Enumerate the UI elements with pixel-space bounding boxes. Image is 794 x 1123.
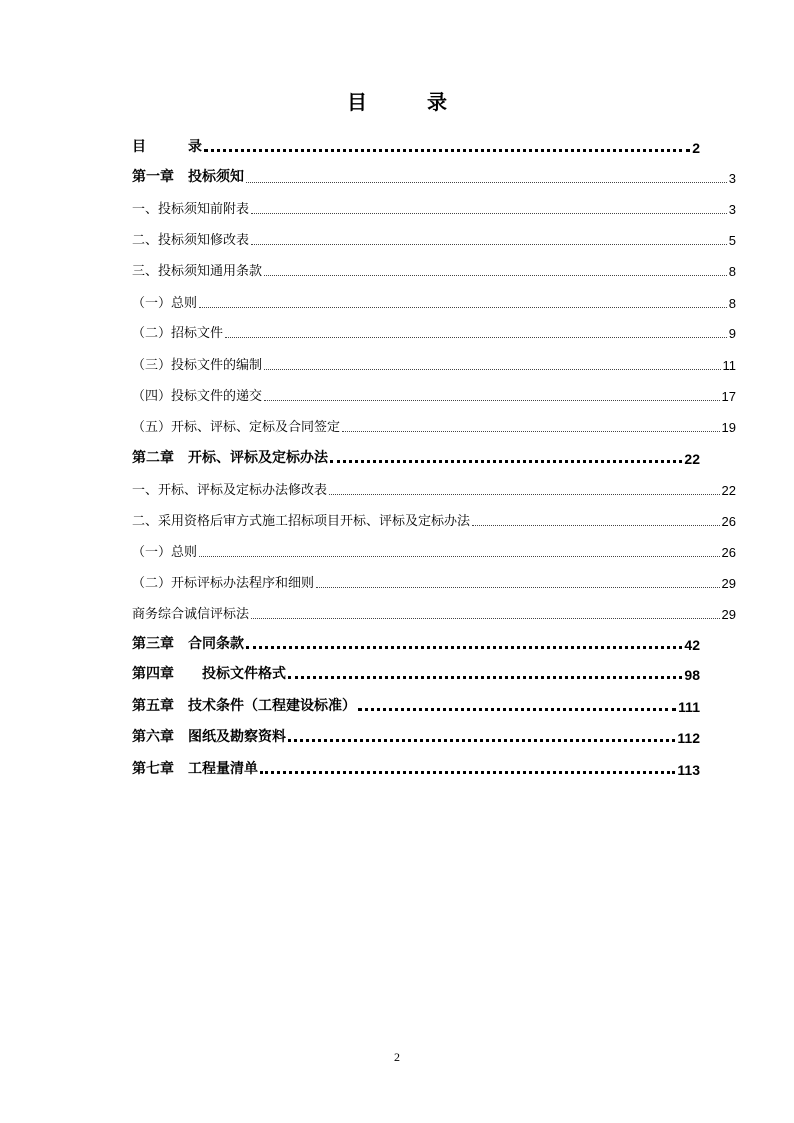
toc-entry-page: 19	[721, 420, 736, 435]
title-char-2: 录	[427, 90, 447, 114]
page-number: 2	[394, 1050, 400, 1064]
toc-entry[interactable]	[132, 541, 736, 560]
toc-entry[interactable]	[132, 416, 736, 435]
toc-entry[interactable]	[132, 633, 700, 653]
toc-entry-label: 二、投标须知修改表	[132, 233, 250, 248]
toc-entry-label: 一、投标须知前附表	[132, 202, 250, 217]
toc-entry-label: 第三章 合同条款	[132, 636, 244, 652]
toc-entry[interactable]	[132, 663, 700, 683]
toc-entry-page: 8	[728, 296, 736, 311]
dot-leader	[199, 556, 720, 557]
toc-entry-page: 42	[684, 637, 700, 653]
toc-entry-page: 17	[721, 389, 736, 404]
toc-entry-label: 三、投标须知通用条款	[132, 264, 263, 279]
dot-leader	[251, 213, 727, 214]
toc-entry-page: 98	[684, 667, 700, 683]
toc-entry-label: （二）招标文件	[132, 326, 224, 341]
toc-entry[interactable]	[132, 695, 700, 715]
toc-entry-label: 第一章 投标须知	[132, 169, 244, 185]
dot-leader	[316, 587, 720, 588]
toc-entry[interactable]	[132, 292, 736, 311]
dot-leader	[199, 307, 727, 308]
toc-entry-page: 111	[678, 699, 700, 715]
toc-entry-label: 第七章 工程量清单	[132, 761, 258, 777]
dot-leader	[288, 739, 675, 742]
dot-leader	[225, 337, 727, 338]
dot-leader	[472, 525, 720, 526]
toc-entry-label: 一、开标、评标及定标办法修改表	[132, 483, 328, 498]
toc-entry-label: 商务综合诚信评标法	[132, 607, 250, 622]
toc-entry-label: （一）总则	[132, 545, 198, 560]
dot-leader	[329, 494, 720, 495]
toc-entry-label: 第二章 开标、评标及定标办法	[132, 450, 328, 466]
dot-leader	[288, 676, 682, 679]
dot-leader	[246, 646, 682, 649]
toc-entry-page: 29	[721, 576, 736, 591]
toc-entry-page: 26	[721, 545, 736, 560]
dot-leader	[251, 618, 720, 619]
toc-entry-page: 11	[722, 358, 736, 373]
toc-entry-page: 2	[692, 140, 700, 156]
toc-entry-page: 5	[728, 233, 736, 248]
title-char-1: 目	[347, 90, 367, 114]
toc-entry[interactable]	[132, 572, 736, 591]
dot-leader	[264, 369, 720, 370]
toc-entry[interactable]	[132, 603, 736, 622]
toc-entry-label: 目 录	[132, 139, 202, 155]
toc-entry-page: 26	[721, 514, 736, 529]
toc-entry[interactable]	[132, 229, 736, 248]
dot-leader	[264, 275, 727, 276]
toc-entry[interactable]	[132, 260, 736, 279]
toc-entry-label: （一）总则	[132, 296, 198, 311]
toc-entry-page: 29	[721, 607, 736, 622]
toc-entry[interactable]	[132, 385, 736, 404]
toc-entry[interactable]	[132, 758, 700, 778]
toc-entry[interactable]	[132, 136, 700, 156]
toc-entry[interactable]	[132, 198, 736, 217]
toc-entry[interactable]	[132, 726, 700, 746]
toc-entry-page: 3	[728, 171, 736, 186]
toc-entry[interactable]	[132, 354, 736, 373]
toc-entry-label: （四）投标文件的递交	[132, 389, 263, 404]
dot-leader	[330, 460, 682, 463]
toc-entry[interactable]	[132, 166, 736, 186]
toc-entry-page: 8	[728, 264, 736, 279]
page-title	[0, 86, 794, 115]
toc-entry-label: 第六章 图纸及勘察资料	[132, 729, 286, 745]
toc-entry[interactable]	[132, 479, 736, 498]
toc-entry-page: 3	[728, 202, 736, 217]
toc-entry[interactable]	[132, 322, 736, 341]
toc-entry-label: 第四章 投标文件格式	[132, 666, 286, 682]
toc-entry-label: （五）开标、评标、定标及合同签定	[132, 420, 341, 435]
toc-entry[interactable]	[132, 447, 700, 467]
dot-leader	[246, 182, 727, 183]
dot-leader	[358, 708, 676, 711]
toc-entry-label: （三）投标文件的编制	[132, 358, 263, 373]
toc-entry-page: 112	[677, 730, 700, 746]
toc-entry-label: （二）开标评标办法程序和细则	[132, 576, 315, 591]
toc-entry-page: 9	[728, 326, 736, 341]
toc-entry-page: 113	[677, 762, 700, 778]
toc-entry-page: 22	[684, 451, 700, 467]
dot-leader	[204, 149, 690, 152]
dot-leader	[342, 431, 720, 432]
toc-entry[interactable]	[132, 510, 736, 529]
dot-leader	[251, 244, 727, 245]
toc-entry-page: 22	[721, 483, 736, 498]
toc-entry-label: 二、采用资格后审方式施工招标项目开标、评标及定标办法	[132, 514, 471, 529]
dot-leader	[264, 400, 720, 401]
dot-leader	[260, 771, 675, 774]
toc-entry-label: 第五章 技术条件（工程建设标准）	[132, 698, 356, 714]
